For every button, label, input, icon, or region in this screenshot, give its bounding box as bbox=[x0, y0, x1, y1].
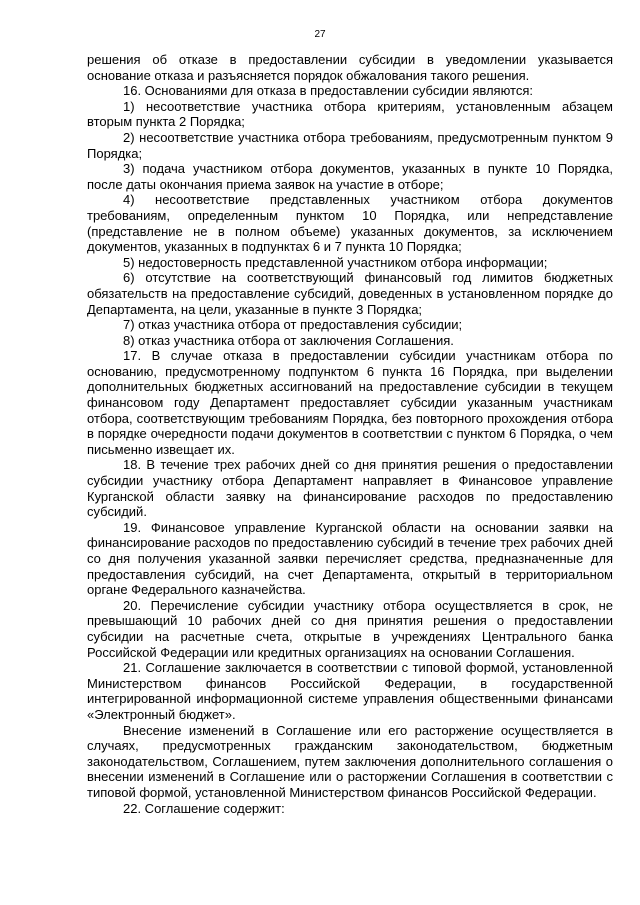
paragraph: 6) отсутствие на соответствующий финансовый год лимитов бюджетных обязательств на предоставление субсидий, доведенных в установленном порядке до Департамента, на цели, указанные в пункте 3 Порядка; bbox=[87, 270, 613, 317]
paragraph: 19. Финансовое управление Курганской области на основании заявки на финансирование расходов по предоставлению субсидий в течение трех рабочих дней со дня получения указанной заявки перечисляет средства, предназначенные для предоставления субсидий, на счет Департамента, открытый в территориальном органе Федерального казначейства. bbox=[87, 519, 613, 598]
paragraph: 22. Соглашение содержит: bbox=[123, 800, 285, 816]
paragraph: 4) несоответствие представленных участником отбора документов требованиям, определенным пунктом 10 Порядка, или непредставление (представление не в полном объеме) указанных документов, за исключением документов, указанных в подпунктах 6 и 7 пункта 10 Порядка; bbox=[87, 192, 613, 255]
paragraph: 16. Основаниями для отказа в предоставлении субсидии являются: bbox=[123, 83, 534, 99]
paragraph: 8) отказ участника отбора от заключения Соглашения. bbox=[123, 332, 454, 348]
paragraph: решения об отказе в предоставлении субсидии в уведомлении указывается основание отказа и разъясняется порядок обжалования такого решения. bbox=[87, 52, 613, 83]
document-body bbox=[87, 52, 613, 816]
paragraph: 2) несоответствие участника отбора требованиям, предусмотренным пунктом 9 Порядка; bbox=[87, 129, 613, 161]
paragraph: Внесение изменений в Соглашение или его расторжение осуществляется в случаях, предусмотренных гражданским законодательством, бюджетным законодательством, Соглашением, путем заключения дополнительного соглашения о внесении изменений в Соглашение или о расторжении Соглашения в соответствии с типовой формой, установленной Министерством финансов Российской Федерации. bbox=[87, 722, 613, 800]
paragraph: 7) отказ участника отбора от предоставления субсидии; bbox=[123, 317, 463, 333]
page-number: 27 bbox=[314, 29, 326, 40]
paragraph: 17. В случае отказа в предоставлении субсидии участникам отбора по основанию, предусмотренному подпунктом 6 пункта 16 Порядка, при выделении дополнительных бюджетных ассигнований на предоставление субсидии в текущем финансовом году Департамент предоставляет субсидии указанным участникам отбора, соответствующим требованиям Порядка, без повторного прохождения отбора в порядке очередности подачи документов в соответствии с пунктом 6 Порядка, о чем письменно извещает их. bbox=[87, 348, 613, 457]
paragraph: 20. Перечисление субсидии участнику отбора осуществляется в срок, не превышающий 10 рабочих дней со дня принятия решения о предоставлении субсидии на расчетные счета, открытые в учреждениях Центрального банка Российской Федерации или кредитных организациях на основании Соглашения. bbox=[87, 597, 613, 660]
paragraph: 5) недостоверность представленной участником отбора информации; bbox=[123, 254, 548, 270]
paragraph: 18. В течение трех рабочих дней со дня принятия решения о предоставлении субсидии участнику отбора Департамент направляет в Финансовое управление Курганской области заявку на финансирование расходов по предоставлению субсидий. bbox=[87, 457, 613, 520]
paragraph: 1) несоответствие участника отбора критериям, установленным абзацем вторым пункта 2 Порядка; bbox=[87, 98, 613, 130]
paragraph: 21. Соглашение заключается в соответствии с типовой формой, установленной Министерством финансов Российской Федерации, в государственной интегрированной информационной системе управления общественными финансами «Электронный бюджет». bbox=[87, 660, 613, 722]
paragraph: 3) подача участником отбора документов, указанных в пункте 10 Порядка, после даты окончания приема заявок на участие в отборе; bbox=[87, 161, 613, 192]
